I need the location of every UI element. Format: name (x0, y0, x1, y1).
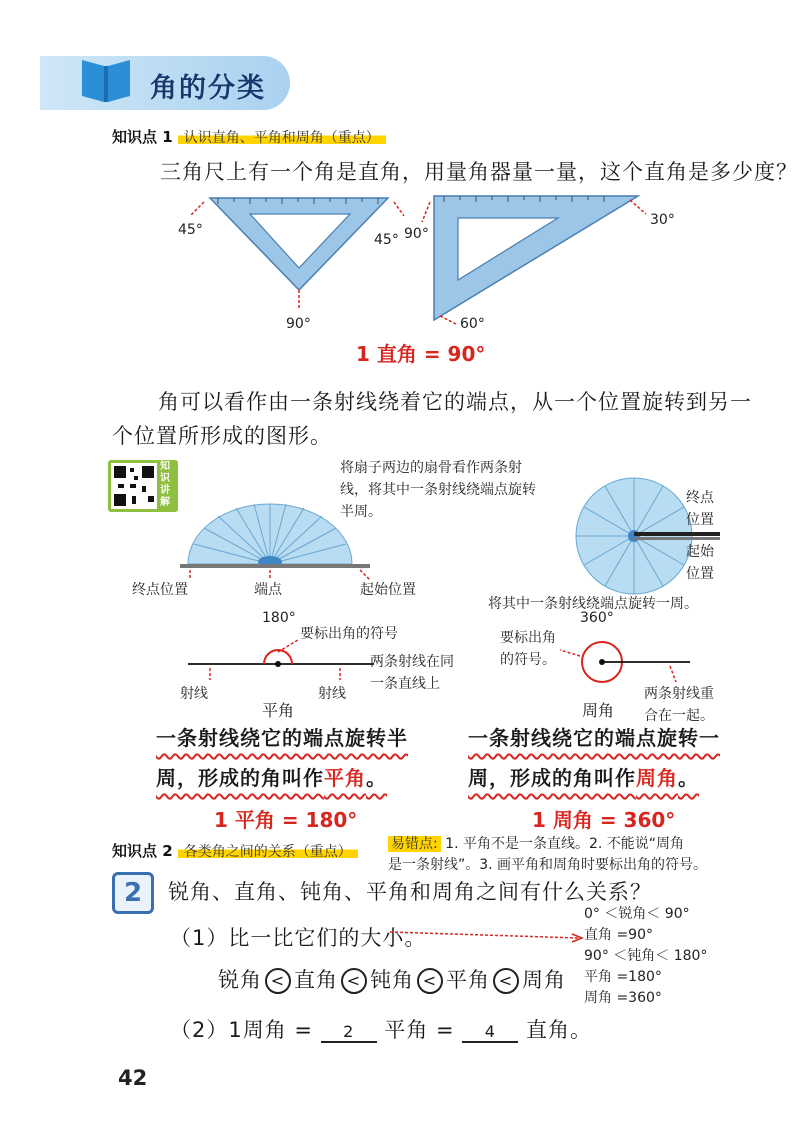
straight-same-line-2: 一条直线上 (370, 676, 440, 692)
straight-mark-note: 要标出角的符号 (300, 626, 398, 642)
part1-arrow (388, 926, 588, 946)
set-square-45 (190, 198, 404, 310)
fan-note-2: 线，将其中一条射线绕端点旋转 (340, 482, 536, 498)
page-title: 角的分类 (150, 73, 266, 104)
round-mark-note-2: 的符号。 (500, 652, 556, 668)
blank-right-angles[interactable]: 4 (462, 1022, 518, 1043)
less-than-1: < (265, 968, 291, 994)
def-round-angle (468, 718, 720, 798)
full-fan-end-2: 位置 (686, 512, 714, 528)
kp1-topic: 认识直角、平角和周角（重点） (178, 130, 386, 146)
qr-label: 知识讲解 (160, 461, 170, 508)
less-than-2: < (341, 968, 367, 994)
problem-part-2: （2）1周角 = 2 平角 = 4 直角。 (170, 1018, 593, 1042)
error-line-2: 是一条射线”。3. 画平角和周角时要标出角的符号。 (388, 857, 708, 873)
problem-number: 2 (112, 872, 154, 914)
full-fan-note: 将其中一条射线绕端点旋转一周。 (488, 596, 698, 612)
straight-ray-right: 射线 (318, 686, 346, 702)
less-than-3: < (417, 968, 443, 994)
range-straight: 平角 =180° (584, 969, 662, 985)
error-tag: 易错点: (388, 836, 441, 852)
def-straight-angle (156, 718, 408, 798)
angle-comparison (218, 964, 566, 994)
angle-label-90-left: 90° (286, 316, 311, 332)
half-fan-end-pos: 终点位置 (132, 582, 188, 598)
straight-angle-figure (180, 626, 380, 686)
straight-ray-left: 射线 (180, 686, 208, 702)
straight-angle-name: 平角 (262, 701, 295, 720)
straight-angle-degree: 180° (262, 610, 296, 626)
knowledge-point-2 (112, 840, 358, 861)
round-angle-degree: 360° (580, 610, 614, 626)
book-icon (78, 50, 134, 110)
full-fan-start-2: 位置 (686, 566, 714, 582)
cmp-right: 直角 (294, 968, 338, 992)
round-overlap-2: 合在一起。 (644, 708, 714, 724)
range-right: 直角 =90° (584, 927, 653, 943)
fan-note-1: 将扇子两边的扇骨看作两条射 (340, 460, 522, 476)
angle-label-60: 60° (460, 316, 485, 332)
cmp-round: 周角 (522, 968, 566, 992)
angle-label-45-right: 45° (374, 232, 399, 248)
less-than-4: < (493, 968, 519, 994)
knowledge-point-1 (112, 126, 386, 147)
angle-label-30: 30° (650, 212, 675, 228)
error-note (388, 834, 738, 876)
range-obtuse: 90° ＜钝角＜ 180° (584, 948, 708, 964)
triangle-rulers-figure (160, 190, 700, 340)
round-angle-name: 周角 (582, 701, 615, 720)
def-straight-line-1: 一条射线绕它的端点旋转半 (156, 726, 408, 750)
question-1: 三角尺上有一个角是直角，用量角器量一量，这个直角是多少度？ (160, 160, 798, 184)
round-overlap-1: 两条射线重 (644, 686, 714, 702)
kp2-topic: 各类角之间的关系（重点） (178, 844, 358, 860)
range-acute: 0° ＜锐角＜ 90° (584, 906, 690, 922)
half-fan-vertex: 端点 (254, 582, 282, 598)
cmp-acute: 锐角 (218, 968, 262, 992)
round-angle-figure (560, 630, 700, 690)
half-fan-figure (150, 496, 390, 586)
kp2-label: 知识点 2 (112, 842, 173, 860)
full-fan-end-1: 终点 (686, 490, 714, 506)
problem-part-1: （1）比一比它们的大小。 (170, 926, 427, 950)
problem-question: 锐角、直角、钝角、平角和周角之间有什么关系？ (168, 880, 652, 904)
def-round-line-1: 一条射线绕它的端点旋转一 (468, 726, 720, 750)
cmp-obtuse: 钝角 (370, 968, 414, 992)
cmp-straight: 平角 (446, 968, 490, 992)
straight-same-line-1: 两条射线在同 (370, 654, 454, 670)
page-number: 42 (118, 1066, 148, 1090)
set-square-30-60 (422, 196, 646, 324)
def-round-line-2: 周，形成的角叫作周角。 (468, 766, 699, 790)
formula-right-angle: 1 直角 = 90° (356, 342, 486, 366)
term-straight-angle: 平角 (324, 766, 366, 790)
blank-half-turns[interactable]: 2 (321, 1022, 377, 1043)
angle-label-90-right: 90° (404, 226, 429, 242)
range-round: 周角 =360° (584, 990, 662, 1006)
definition-line-1: 角可以看作由一条射线绕着它的端点，从一个位置旋转到另一 (158, 390, 752, 414)
term-round-angle: 周角 (636, 766, 678, 790)
kp1-label: 知识点 1 (112, 128, 173, 146)
fan-note-3: 半周。 (340, 504, 382, 520)
definition-line-2: 个位置所形成的图形。 (112, 424, 332, 448)
round-mark-note-1: 要标出角 (500, 630, 556, 646)
angle-label-45-left: 45° (178, 222, 203, 238)
half-fan-start-pos: 起始位置 (360, 582, 416, 598)
formula-round-angle: 1 周角 = 360° (532, 808, 676, 832)
error-line-1: 1. 平角不是一条直线。2. 不能说“周角 (445, 836, 685, 852)
angle-range-list (584, 904, 707, 1009)
full-fan-start-1: 起始 (686, 544, 714, 560)
def-straight-line-2: 周，形成的角叫作平角。 (156, 766, 387, 790)
formula-straight-angle: 1 平角 = 180° (214, 808, 358, 832)
